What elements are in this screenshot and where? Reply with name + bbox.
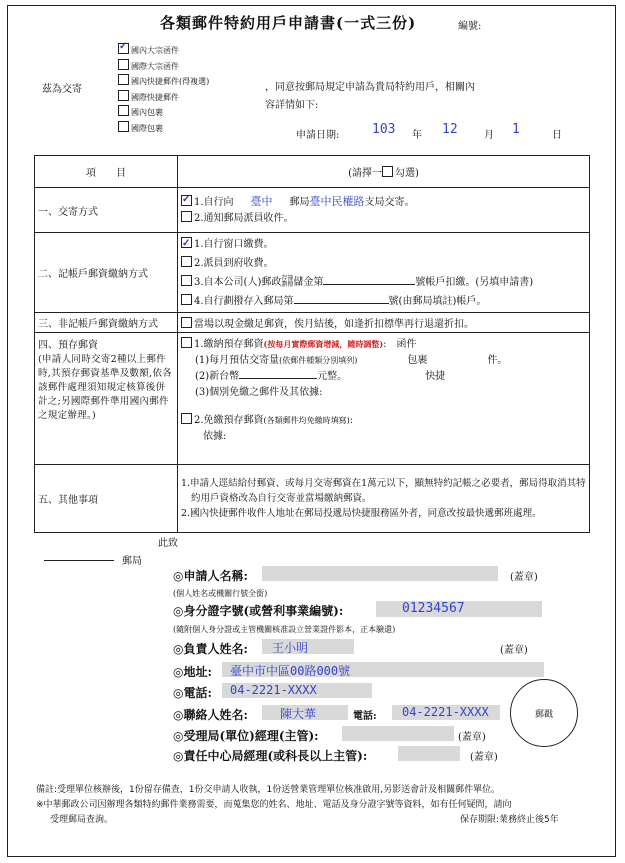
col-choice-header: (請擇一 勾選) (178, 156, 590, 188)
contact-phone-label: 電話: (353, 711, 377, 722)
row2-options (178, 233, 590, 313)
seal-4: (蓋章) (470, 752, 498, 763)
date-label: 申請日期: (296, 130, 340, 141)
r2-option-4[interactable]: 4.自行劃撥存入郵局第 號(由郵局填註)帳戶。 (181, 292, 586, 311)
manager-input[interactable] (342, 726, 454, 741)
checkbox-icon[interactable] (118, 105, 129, 116)
seal-1: (蓋章) (510, 572, 538, 583)
postal-stamp-label: 郵戳 (534, 709, 553, 720)
row4-label-cell (35, 333, 178, 465)
account-number-line[interactable] (323, 284, 415, 285)
r2-option-2[interactable]: 2.派員到府收費。 (181, 254, 586, 273)
r5-item-2: 2.國內快捷郵件收件人地址在郵局投遞局快捷服務區外者，同意改按最快遞郵班處理。 (181, 508, 542, 519)
date-year[interactable]: 103 (372, 122, 396, 137)
serial-label: 編號: (458, 21, 482, 32)
address-value[interactable]: 臺中市中區00路000號 (230, 664, 351, 678)
r4-option-2[interactable]: 2.免繳預存郵資(各類郵件均免繳時填寫): (181, 413, 586, 429)
center-manager-label: ◎責任中心局經理(或科長以上主管): (173, 749, 368, 763)
post-office-label: 郵局 (122, 556, 142, 567)
checkbox-icon[interactable] (181, 275, 192, 286)
checkbox-icon[interactable] (181, 256, 192, 267)
id-note: (隨附個人身分證或主管機關核准設立營業證件影本，正本驗還) (173, 625, 396, 634)
mail-type-item[interactable]: 國內包裹 (118, 105, 209, 121)
year-unit: 年 (412, 130, 422, 141)
checkbox-icon[interactable] (181, 317, 192, 328)
seal-3: (蓋章) (458, 732, 486, 743)
r1-city[interactable]: 臺中 (250, 194, 273, 208)
id-label: ◎身分證字號(或營利事業編號): (173, 604, 344, 618)
row5-label: 五、其他事項 (35, 465, 178, 533)
phone-value[interactable]: 04-2221-XXXX (230, 683, 317, 697)
center-manager-input[interactable] (398, 746, 460, 761)
checkbox-icon[interactable] (118, 121, 129, 132)
checkbox-checked-icon[interactable] (118, 43, 129, 54)
checkbox-icon[interactable] (118, 90, 129, 101)
intro-left: 茲為交寄 (42, 84, 82, 95)
date-day[interactable]: 1 (512, 122, 520, 137)
options-table (34, 155, 590, 533)
col-item-header: 項 目 (35, 156, 178, 188)
checkbox-icon[interactable] (181, 294, 192, 305)
r4-option-1[interactable]: 1.繳納預存郵資(按每月實際郵資增減，隨時調整): 函件 (181, 336, 586, 353)
closing-to: 此致 (158, 538, 178, 549)
row3-option[interactable]: 當場以現金繳足郵資，俟月結後，如逢折扣標準再行退還折扣。 (178, 313, 590, 333)
note-3: 受理郵局查詢。 (50, 815, 114, 825)
id-value[interactable]: 01234567 (402, 601, 465, 616)
amount-line[interactable] (239, 378, 317, 379)
mail-type-item[interactable]: 國際包裹 (118, 121, 209, 137)
mail-type-item[interactable]: 國際快捷郵件 (118, 90, 209, 106)
owner-label: ◎負責人姓名: (173, 642, 248, 656)
manager-label: ◎受理局(單位)經理(主管): (173, 729, 319, 743)
applicant-input[interactable] (262, 566, 498, 581)
intro-right-2: 容詳情如下: (265, 100, 319, 111)
r2-option-3[interactable]: 3.自本公司(人)郵政 存簿 劃撥 儲金第 號帳戶扣繳。(另填申請書) (181, 273, 586, 292)
date-month[interactable]: 12 (442, 122, 458, 137)
deposit-account-line[interactable] (294, 303, 389, 304)
r4-exempt: (3)個別免繳之郵件及其依據: (195, 387, 323, 398)
r4-basis: 依據: (203, 431, 227, 442)
day-unit: 日 (552, 130, 562, 141)
contact-label: ◎聯絡人姓名: (173, 708, 248, 722)
mail-type-item[interactable]: ✓國內大宗函件 (118, 43, 209, 59)
contact-value[interactable]: 陳大華 (280, 707, 317, 721)
checkbox-icon[interactable] (181, 211, 192, 222)
mail-type-list (118, 43, 209, 137)
month-unit: 月 (484, 130, 494, 141)
checkbox-icon[interactable] (181, 413, 192, 424)
phone-label: ◎電話: (173, 686, 212, 700)
row4-label: 四、預存郵資 (38, 340, 98, 351)
row1-label: 一、交寄方式 (35, 188, 178, 233)
r1-option-1[interactable]: ✓1.自行向 臺中 郵局臺中民權路支局交寄。 (181, 194, 586, 211)
r2-option-1[interactable]: ✓1.自行窗口繳費。 (181, 235, 586, 254)
retention-note: 保存期限:業務終止後5年 (460, 815, 559, 825)
checkbox-icon[interactable] (118, 74, 129, 85)
mail-type-item[interactable]: 國際大宗函件 (118, 59, 209, 75)
checkbox-icon (382, 166, 393, 177)
note-1: 備註:受理單位核辦後，1份留存備查，1份交申請人收執，1份送營業管理單位核准啟用,另影送會計及相關郵件單位。 (36, 785, 501, 795)
r1-option-2[interactable]: 2.通知郵局派員收件。 (181, 211, 586, 227)
r4-adjust-note: (按每月實際郵資增減，隨時調整) (263, 339, 384, 349)
owner-value[interactable]: 王小明 (272, 641, 309, 655)
postal-stamp-circle (510, 679, 578, 747)
seal-2: (蓋章) (500, 645, 528, 656)
contact-phone-value[interactable]: 04-2221-XXXX (402, 705, 489, 719)
row4-options (178, 333, 590, 465)
mail-type-item[interactable]: 國內快捷郵件(得複選) (118, 74, 209, 90)
checkbox-checked-icon[interactable] (181, 195, 192, 206)
r1-branch[interactable]: 臺中民權路 (309, 194, 365, 208)
row3-label: 三、非記帳戶郵資繳納方式 (35, 313, 178, 333)
form-title: 各類郵件特約用戶申請書(一式三份) (160, 14, 417, 32)
row1-options (178, 188, 590, 233)
checkbox-icon[interactable] (118, 59, 129, 70)
r4-estimate: (1)每月預估交寄量(依郵件種類分別填列) 包裹 件。 (195, 355, 508, 366)
applicant-note: (個人姓名或機關行號全銜) (173, 589, 268, 598)
checkbox-icon[interactable] (181, 337, 192, 348)
note-2: ※中華郵政公司因辦理各類特約郵件業務需要，而蒐集您的姓名、地址、電話及身分證字號等資料，如有任何疑問，請向 (36, 800, 512, 810)
applicant-label: ◎申請人名稱: (173, 569, 248, 583)
checkbox-checked-icon[interactable] (181, 237, 192, 248)
address-label: ◎地址: (173, 665, 212, 679)
post-office-line[interactable] (44, 560, 114, 561)
intro-right-1: ，同意按郵局規定申請為貴局特約用戶，相關內 (265, 82, 475, 93)
row5-items (178, 465, 590, 533)
row2-label: 二、記帳戶郵資繳納方式 (35, 233, 178, 313)
r4-amount: (2)新台幣 元整。 快捷 (195, 371, 446, 382)
row4-desc: (申請人同時交寄2種以上郵件時,其預存郵資基準及數額,依各該郵件處理須知規定核算後併計之;另國際郵件準用國內郵件之規定辦理。) (38, 354, 173, 421)
r5-item-1: 1.申請人逕結給付郵資、或每月交寄郵資在1萬元以下，顯無特約記帳之必要者，郵局得取消其特約用戶資格改為自行交寄並當場繳納郵資。 (181, 478, 586, 504)
